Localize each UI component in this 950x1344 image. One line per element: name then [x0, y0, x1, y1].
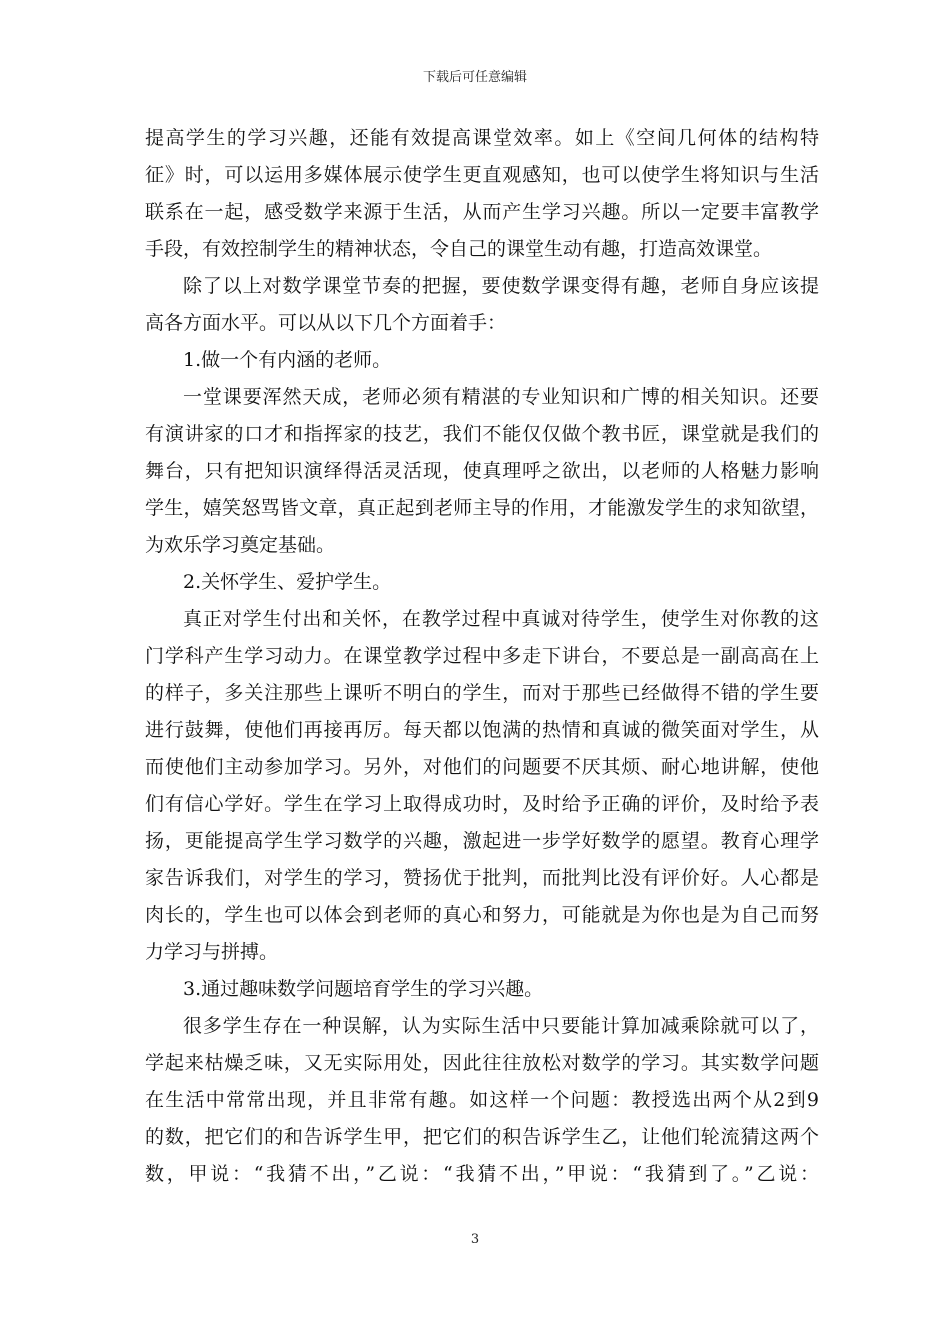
- page-number: 3: [470, 1232, 480, 1247]
- text-line: 扬，更能提高学生学习数学的兴趣，激起进一步学好数学的愿望。教育心理学: [145, 830, 819, 852]
- section-heading: 2.关怀学生、爱护学生。: [183, 571, 392, 593]
- text-line: 学起来枯燥乏味，又无实际用处，因此往往放松对数学的学习。其实数学问题: [145, 1052, 819, 1074]
- text-line: 而使他们主动参加学习。另外，对他们的问题要不厌其烦、耐心地讲解，使他: [145, 756, 819, 778]
- document-body: [145, 120, 819, 1193]
- text-line: 力学习与拼搏。: [145, 941, 279, 963]
- text-line: 门学科产生学习动力。在课堂教学过程中多走下讲台，不要总是一副高高在上: [145, 645, 819, 667]
- text-line: 为欢乐学习奠定基础。: [145, 534, 336, 556]
- text-line: 真正对学生付出和关怀，在教学过程中真诚对待学生，使学生对你教的这: [183, 608, 819, 630]
- text-line: 们有信心学好。学生在学习上取得成功时，及时给予正确的评价，及时给予表: [145, 793, 819, 815]
- text-line: 很多学生存在一种误解，认为实际生活中只要能计算加减乘除就可以了，: [183, 1015, 819, 1037]
- text-line: 高各方面水平。可以从以下几个方面着手：: [145, 312, 507, 334]
- text-line: 有演讲家的口才和指挥家的技艺，我们不能仅仅做个教书匠，课堂就是我们的: [145, 423, 819, 445]
- text-line: 一堂课要浑然天成，老师必须有精湛的专业知识和广博的相关知识。还要: [183, 386, 819, 408]
- text-line: 家告诉我们，对学生的学习，赞扬优于批判，而批判比没有评价好。人心都是: [145, 867, 819, 889]
- text-line: 除了以上对数学课堂节奏的把握，要使数学课变得有趣，老师自身应该提: [183, 275, 819, 297]
- text-line: 学生，嬉笑怒骂皆文章，真正起到老师主导的作用，才能激发学生的求知欲望，: [145, 497, 819, 519]
- text-line: 舞台，只有把知识演绎得活灵活现，使真理呼之欲出，以老师的人格魅力影响: [145, 460, 819, 482]
- text-line: 进行鼓舞，使他们再接再厉。每天都以饱满的热情和真诚的微笑面对学生，从: [145, 719, 819, 741]
- text-line: 在生活中常常出现，并且非常有趣。如这样一个问题：教授选出两个从2到9: [145, 1089, 819, 1111]
- section-heading: 3.通过趣味数学问题培育学生的学习兴趣。: [183, 978, 544, 1000]
- text-line: 征》时，可以运用多媒体展示使学生更直观感知，也可以使学生将知识与生活: [145, 164, 819, 186]
- text-line: 数，甲说：“我猜不出，”乙说：“我猜不出，”甲说：“我猜到了。”乙说：: [145, 1163, 819, 1185]
- page-header: 下载后可任意编辑: [422, 70, 527, 85]
- text-line: 肉长的，学生也可以体会到老师的真心和努力，可能就是为你也是为自己而努: [145, 904, 819, 926]
- text-line: 的数，把它们的和告诉学生甲，把它们的积告诉学生乙，让他们轮流猜这两个: [145, 1126, 819, 1148]
- text-line: 联系在一起，感受数学来源于生活，从而产生学习兴趣。所以一定要丰富教学: [145, 201, 819, 223]
- text-line: 提高学生的学习兴趣，还能有效提高课堂效率。如上《空间几何体的结构特: [145, 127, 819, 149]
- section-heading: 1.做一个有内涵的老师。: [183, 349, 392, 371]
- text-line: 手段，有效控制学生的精神状态，令自己的课堂生动有趣，打造高效课堂。: [145, 238, 773, 260]
- text-line: 的样子，多关注那些上课听不明白的学生，而对于那些已经做得不错的学生要: [145, 682, 819, 704]
